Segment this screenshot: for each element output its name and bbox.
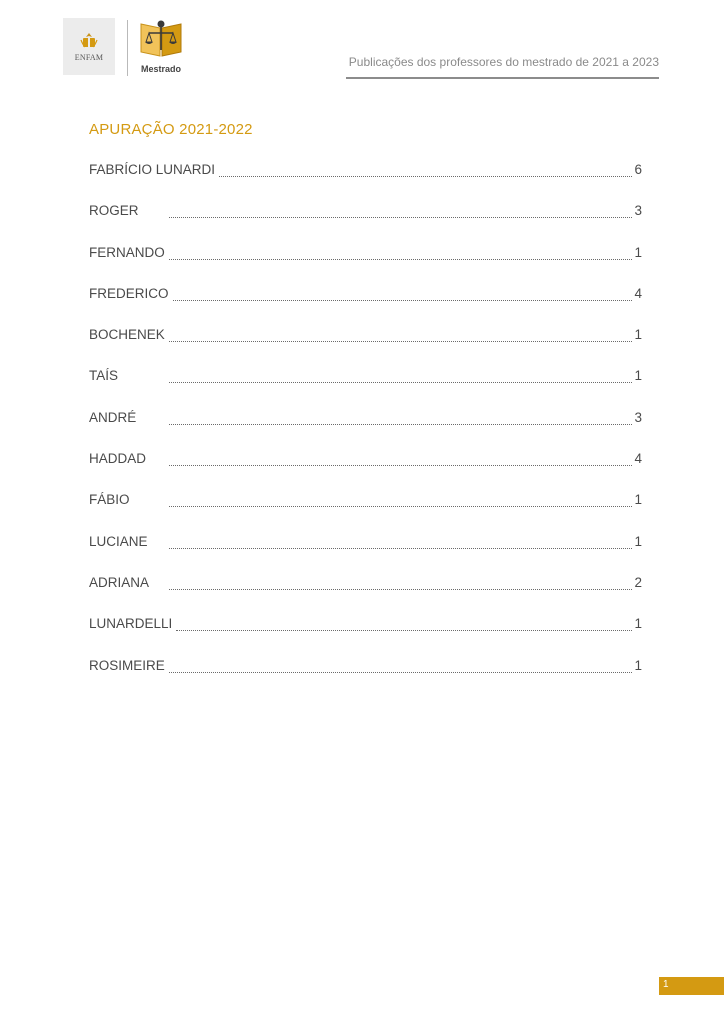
professor-name: LUNARDELLI xyxy=(89,616,173,632)
publication-count: 1 xyxy=(634,492,642,508)
professor-name: TAÍS xyxy=(89,368,119,384)
list-item xyxy=(89,284,642,325)
list-item xyxy=(89,325,642,366)
professor-name: FREDERICO xyxy=(89,285,169,301)
dot-leader xyxy=(169,492,632,507)
professor-name: FERNANDO xyxy=(89,244,165,260)
list-item xyxy=(89,656,642,697)
list-item xyxy=(89,449,642,490)
list-item xyxy=(89,366,642,407)
dot-leader xyxy=(169,575,632,590)
enfam-logo-text: ENFAM xyxy=(74,52,104,62)
publication-count-list xyxy=(89,160,642,697)
dot-leader xyxy=(169,327,633,342)
professor-name: ADRIANA xyxy=(89,574,150,590)
publication-count: 1 xyxy=(634,244,642,260)
page-number: 1 xyxy=(663,979,669,990)
publication-count: 3 xyxy=(634,203,642,219)
professor-name: LUCIANE xyxy=(89,533,148,549)
publication-count: 3 xyxy=(634,409,642,425)
list-item xyxy=(89,532,642,573)
header-rule xyxy=(346,77,659,79)
list-item xyxy=(89,573,642,614)
dot-leader xyxy=(169,245,633,260)
dot-leader xyxy=(169,203,632,218)
professor-name: ANDRÉ xyxy=(89,409,137,425)
dot-leader xyxy=(169,451,632,466)
professor-name: ROGER xyxy=(89,203,139,219)
page-number-badge xyxy=(659,977,724,995)
list-item xyxy=(89,160,642,201)
mestrado-logo-text: Mestrado xyxy=(140,64,181,74)
publication-count: 1 xyxy=(634,533,642,549)
list-item xyxy=(89,243,642,284)
section-title: APURAÇÃO 2021-2022 xyxy=(89,121,253,138)
list-item xyxy=(89,408,642,449)
enfam-emblem-icon xyxy=(79,32,99,50)
mestrado-logo xyxy=(136,18,186,74)
professor-name: FÁBIO xyxy=(89,492,130,508)
publication-count: 1 xyxy=(634,368,642,384)
dot-leader xyxy=(176,616,632,631)
logo-divider xyxy=(127,20,128,76)
publication-count: 6 xyxy=(634,162,642,177)
professor-name: ROSIMEIRE xyxy=(89,657,165,673)
dot-leader xyxy=(173,286,633,301)
book-scales-icon xyxy=(138,18,184,58)
professor-name: BOCHENEK xyxy=(89,327,165,343)
dot-leader xyxy=(169,368,632,383)
list-item xyxy=(89,201,642,242)
dot-leader xyxy=(169,410,632,425)
list-item xyxy=(89,490,642,531)
professor-name: HADDAD xyxy=(89,451,147,467)
publication-count: 4 xyxy=(634,285,642,301)
document-header-title: Publicações dos professores do mestrado de 2021 a 2023 xyxy=(348,55,659,69)
publication-count: 4 xyxy=(634,451,642,467)
list-item xyxy=(89,614,642,655)
publication-count: 1 xyxy=(634,657,642,673)
enfam-logo xyxy=(63,18,115,75)
dot-leader xyxy=(169,534,632,549)
publication-count: 2 xyxy=(634,574,642,590)
publication-count: 1 xyxy=(634,616,642,632)
dot-leader xyxy=(219,162,632,177)
dot-leader xyxy=(169,658,633,673)
professor-name: FABRÍCIO LUNARDI xyxy=(89,162,216,177)
publication-count: 1 xyxy=(634,327,642,343)
